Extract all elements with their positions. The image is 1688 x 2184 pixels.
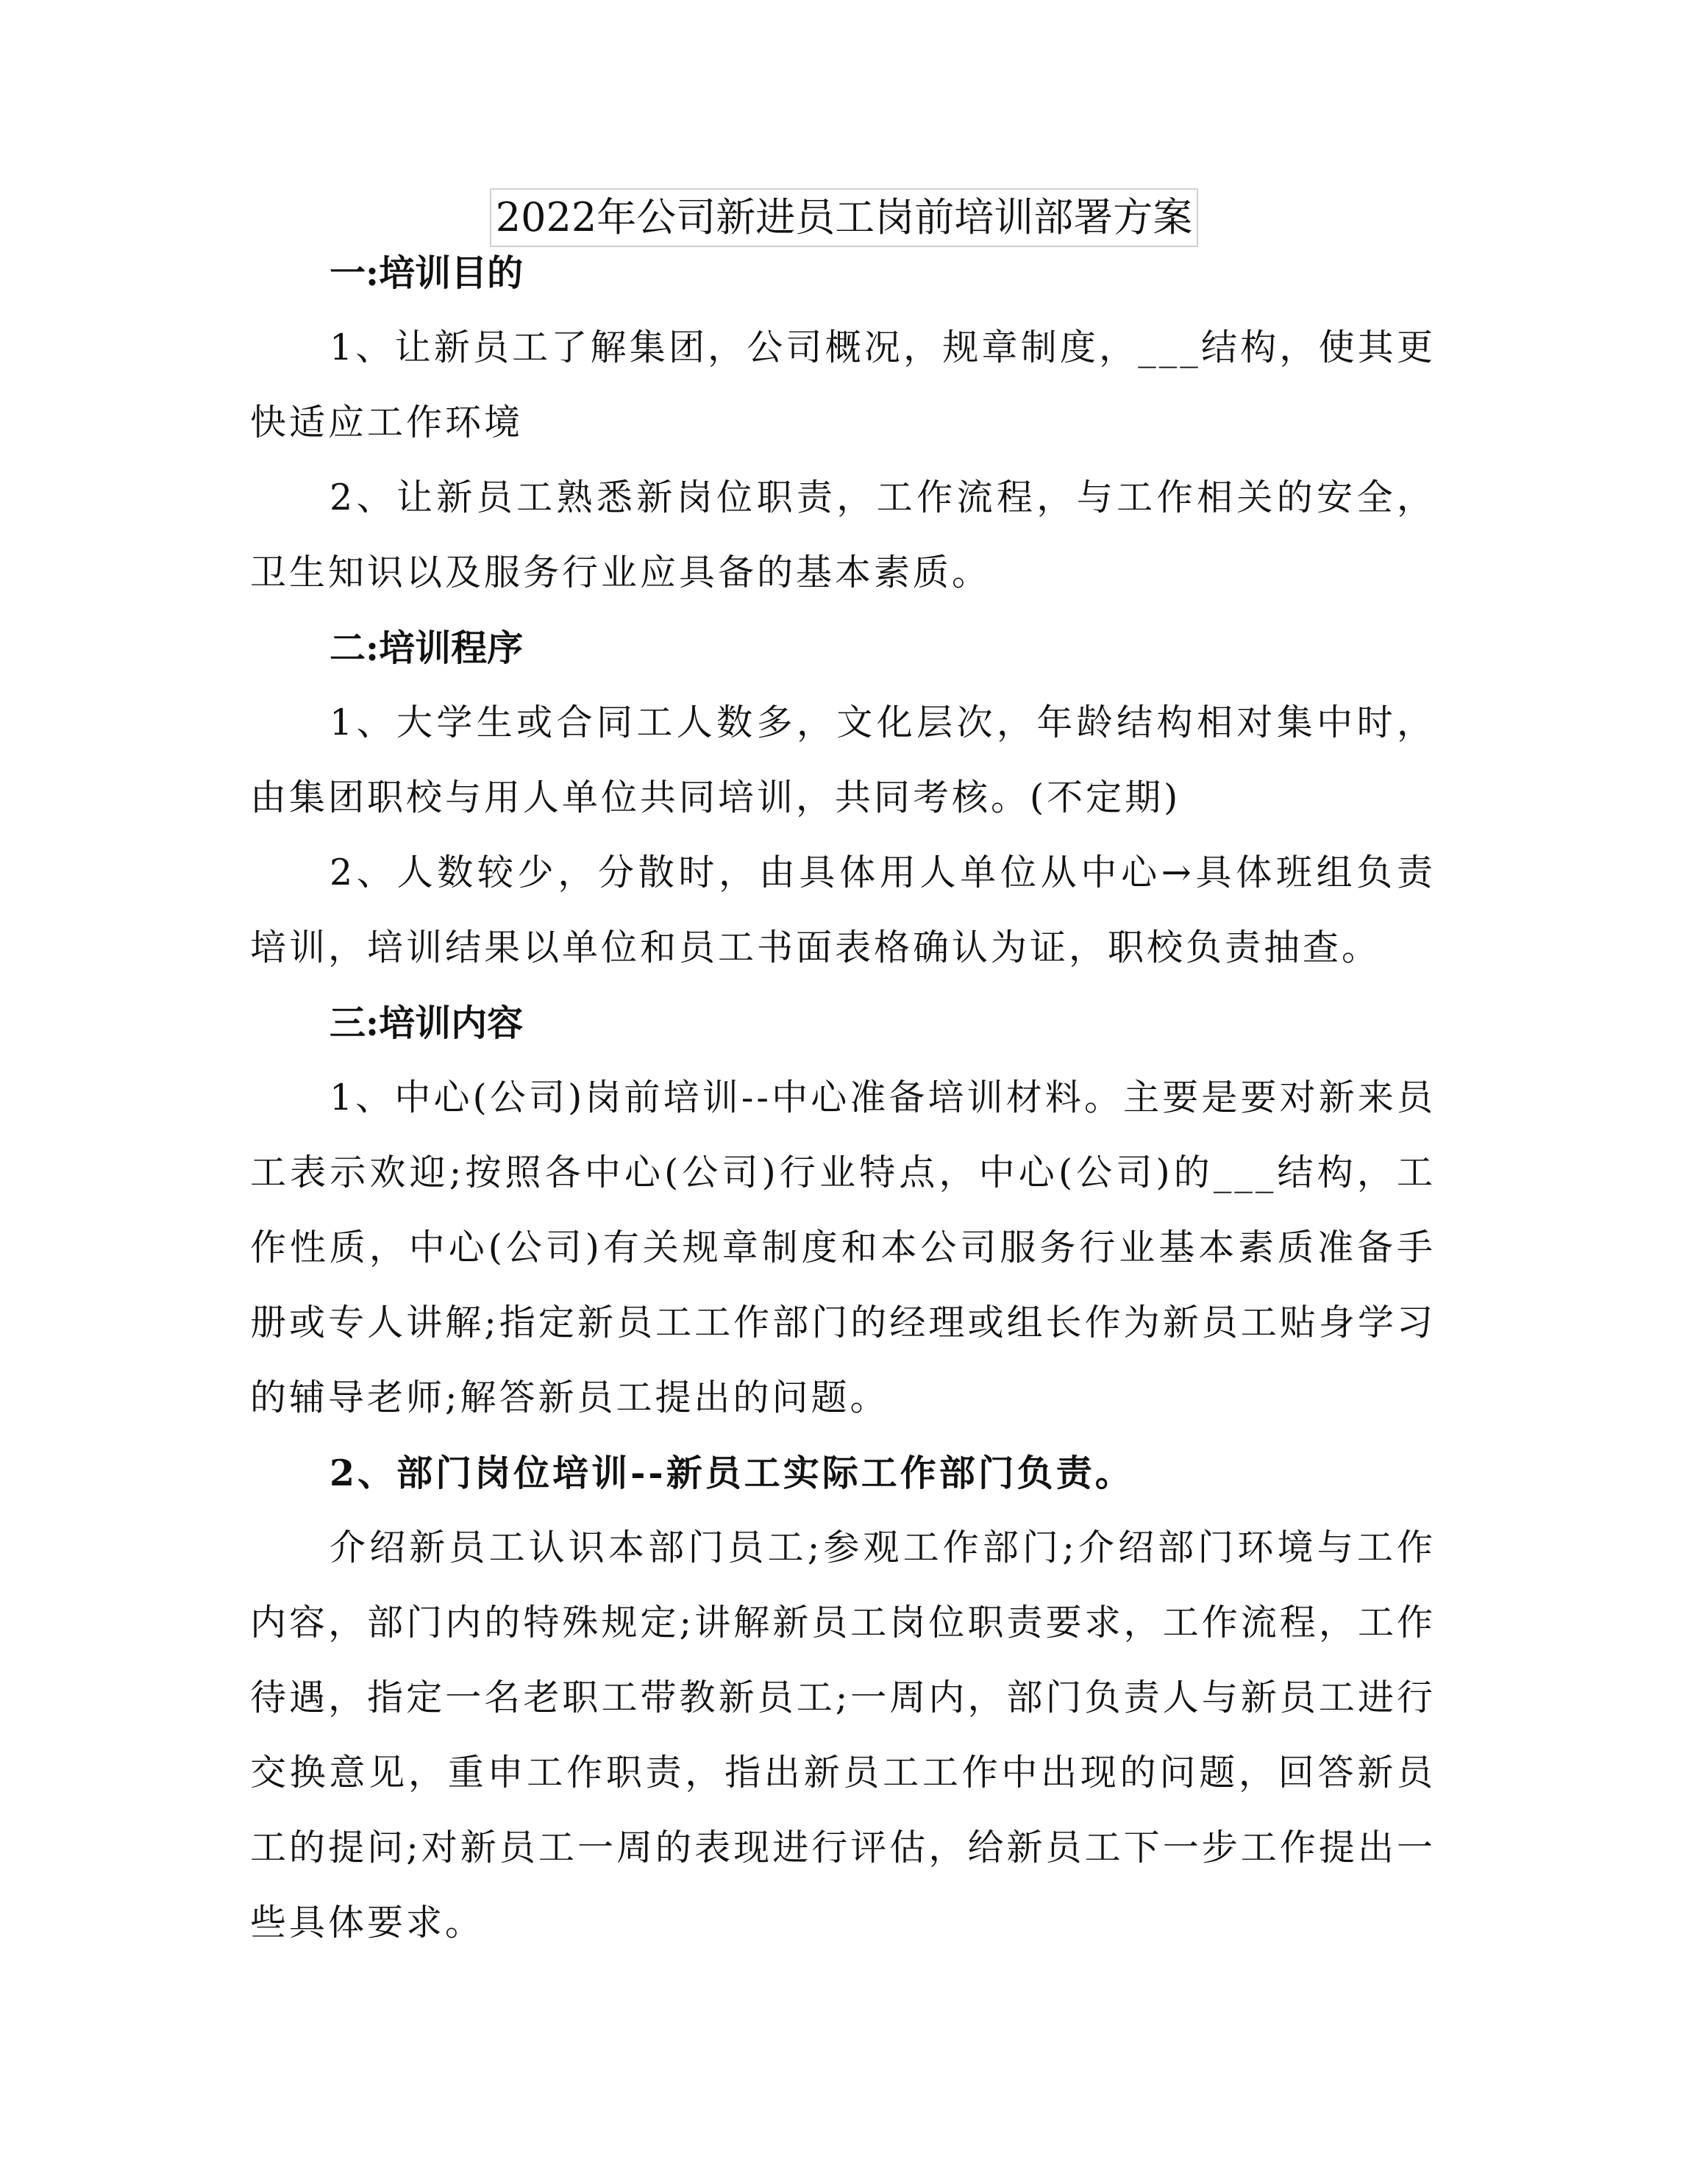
section-heading-content: 三:培训内容 xyxy=(330,1002,524,1044)
procedure-paragraph-1: 1、大学生或合同工人数多，文化层次，年龄结构相对集中时，由集团职校与用人单位共同培训，共同考核。(不定期) xyxy=(250,702,1436,818)
purpose-paragraph-1: 1、让新员工了解集团，公司概况，规章制度，___结构，使其更快适应工作环境 xyxy=(250,326,1436,443)
content-subheading-department: 2、部门岗位培训--新员工实际工作部门负责。 xyxy=(330,1452,1134,1494)
purpose-paragraph-2: 2、让新员工熟悉新岗位职责，工作流程，与工作相关的安全，卫生知识以及服务行业应具备的基本素质。 xyxy=(250,477,1436,593)
procedure-paragraph-2: 2、人数较少，分散时，由具体用人单位从中心→具体班组负责培训，培训结果以单位和员工书面表格确认为证，职校负责抽查。 xyxy=(250,852,1436,968)
document-body xyxy=(250,235,1436,1960)
content-paragraph-3: 介绍新员工认识本部门员工;参观工作部门;介绍部门环境与工作内容，部门内的特殊规定;讲解新员工岗位职责要求，工作流程，工作待遇，指定一名老职工带教新员工;一周内，部门负责人与新员工进行交换意见，重申工作职责，指出新员工工作中出现的问题，回答新员工的提问;对新员工一周的表现进行评估，给新员工下一步工作提出一些具体要求。 xyxy=(250,1527,1436,1944)
section-heading-purpose: 一:培训目的 xyxy=(330,251,524,294)
page-title: 2022年公司新进员工岗前培训部署方案 xyxy=(490,188,1198,247)
content-paragraph-1: 1、中心(公司)岗前培训--中心准备培训材料。主要是要对新来员工表示欢迎;按照各中心(公司)行业特点，中心(公司)的___结构，工作性质，中心(公司)有关规章制度和本公司服务行业基本素质准备手册或专人讲解;指定新员工工作部门的经理或组长作为新员工贴身学习的辅导老师;解答新员工提出的问题。 xyxy=(250,1077,1436,1418)
section-heading-procedure: 二:培训程序 xyxy=(330,627,524,669)
